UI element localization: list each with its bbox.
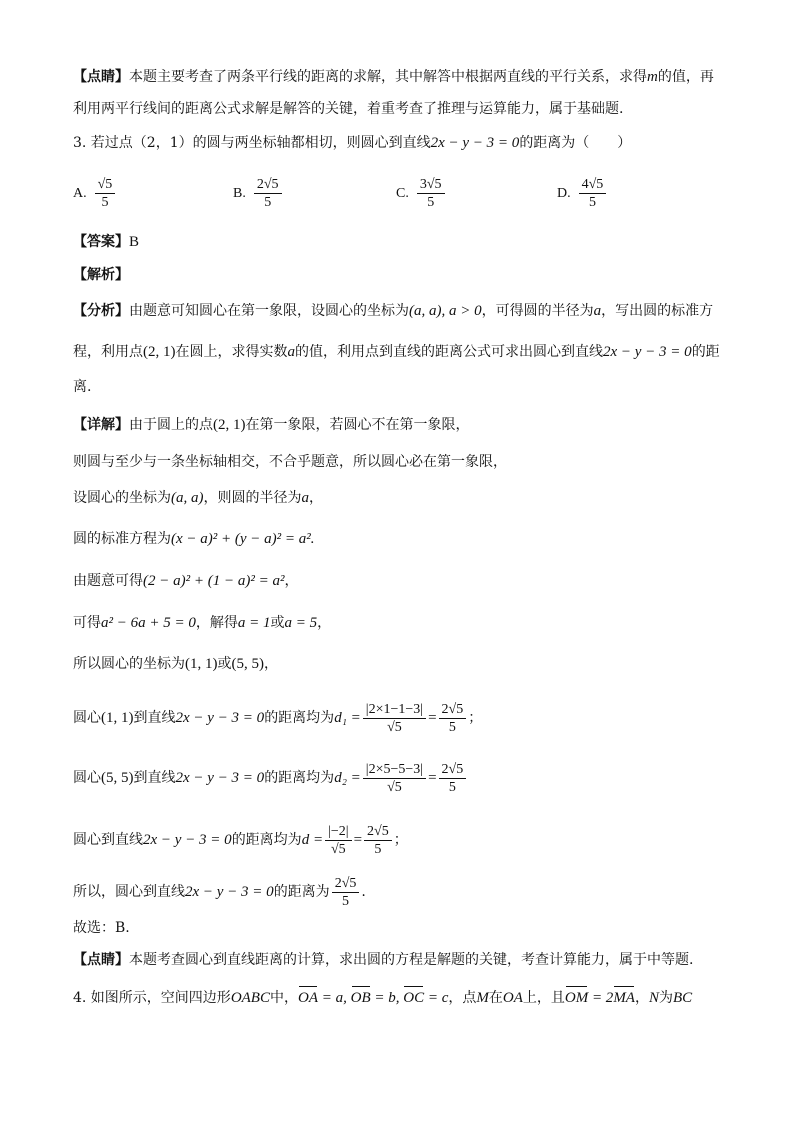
option-b-fraction: $\frac{2√5}{5}$ [254,176,282,211]
option-d-fraction: $\frac{4√5}{5}$ [579,176,607,211]
xiangjie-line-11: 所以，圆心到直线2x − y − 3 = 0的距离为 $\frac{2√5}{5}$ . [73,875,366,909]
fenxi-line-2: 程，利用点(2, 1)在圆上，求得实数a的值，利用点到直线的距离公式可求出圆心到直线2x − y − 3 = 0的距 [73,344,720,360]
answer-value: B [129,234,140,250]
option-a: A. $\frac{√5}{5}$ [73,176,117,211]
d-result-fraction: $\frac{2√5}{5}$ [364,823,392,858]
fenxi-tag: 【分析】 [73,303,129,319]
xiangjie-line-3: 设圆心的坐标为(a, a)，则圆的半径为a， [73,490,323,506]
xiangjie-line-5: 由题意可得(2 − a)² + (1 − a)² = a²， [73,573,299,589]
d2-result-fraction: $\frac{2√5}{5}$ [439,761,467,796]
xiangjie-line-9: 圆心(5, 5)到直线2x − y − 3 = 0的距离均为d₂ = $\frac{|2\times 5-5-3|}{√5}$ = $\frac{2√5}{5}$ [73,760,468,796]
xiangjie-line-10: 圆心到直线2x − y − 3 = 0的距离均为d = $\frac{|-2|}{√5}$ = $\frac{2√5}{5}$ ； [73,823,408,857]
d2-fraction: $\frac{|2\times 5-5-3|}{√5}$ [363,761,426,796]
prev-note-line-2: 利用两平行线间的距离公式求解是解答的关键，着重考查了推理与运算能力，属于基础题. [73,101,624,117]
fenxi-line-3: 离. [73,379,92,395]
d1-fraction: $\frac{|2\times 1-1-3|}{√5}$ [363,701,426,736]
option-d: D. $\frac{4√5}{5}$ [557,176,608,211]
question-3-stem: 3. 若过点（2，1）的圆与两坐标轴都相切，则圆心到直线2x − y − 3 = 0的距离为（ ） [73,135,632,151]
xiangjie-line-2: 则圆与至少与一条坐标轴相交，不合乎题意，所以圆心必在第一象限， [73,454,507,470]
xiangjie-line-7: 所以圆心的坐标为(1, 1)或(5, 5)， [73,656,278,672]
prev-note-tag: 【点睛】 [73,69,129,85]
answer-tag: 【答案】 [73,234,129,250]
final-fraction: $\frac{2√5}{5}$ [332,875,360,910]
question-4-stem: 4. 如图所示，空间四边形OABC中，OA = a, OB = b, OC = c，点M在OA上，且OM = 2MA，N为BC [73,990,693,1006]
note-line: 【点睛】本题考查圆心到直线距离的计算，求出圆的方程是解题的关键，考查计算能力，属于中等题. [73,952,694,968]
option-a-fraction: $\frac{√5}{5}$ [95,176,116,211]
option-c: C. $\frac{3√5}{5}$ [396,176,447,211]
option-c-fraction: $\frac{3√5}{5}$ [417,176,445,211]
choose-line: 故选：B. [73,920,130,936]
xiangjie-line-1: 【详解】由于圆上的点(2, 1)在第一象限，若圆心不在第一象限， [73,417,470,433]
prev-note-line-1: 【点睛】本题主要考查了两条平行线的距离的求解，其中解答中根据两直线的平行关系，求得m的值，再 [73,69,714,85]
answer-line [73,232,139,252]
xiangjie-line-4: 圆的标准方程为(x − a)² + (y − a)² = a². [73,531,315,547]
analysis-heading: 【解析】 [73,267,129,283]
xiangjie-tag: 【详解】 [73,417,129,433]
xiangjie-line-8: 圆心(1, 1)到直线2x − y − 3 = 0的距离均为d₁ = $\frac{|2\times 1-1-3|}{√5}$ = $\frac{2√5}{5}$ ； [73,701,483,735]
note-tag: 【点睛】 [73,952,129,968]
d1-result-fraction: $\frac{2√5}{5}$ [439,701,467,736]
fenxi-line-1: 【分析】由题意可知圆心在第一象限，设圆心的坐标为(a, a), a > 0，可得圆的半径为a，写出圆的标准方 [73,303,714,319]
d-fraction: $\frac{|-2|}{√5}$ [325,823,352,858]
xiangjie-line-6: 可得a² − 6a + 5 = 0，解得a = 1或a = 5， [73,615,332,631]
option-b: B. $\frac{2√5}{5}$ [233,176,284,211]
